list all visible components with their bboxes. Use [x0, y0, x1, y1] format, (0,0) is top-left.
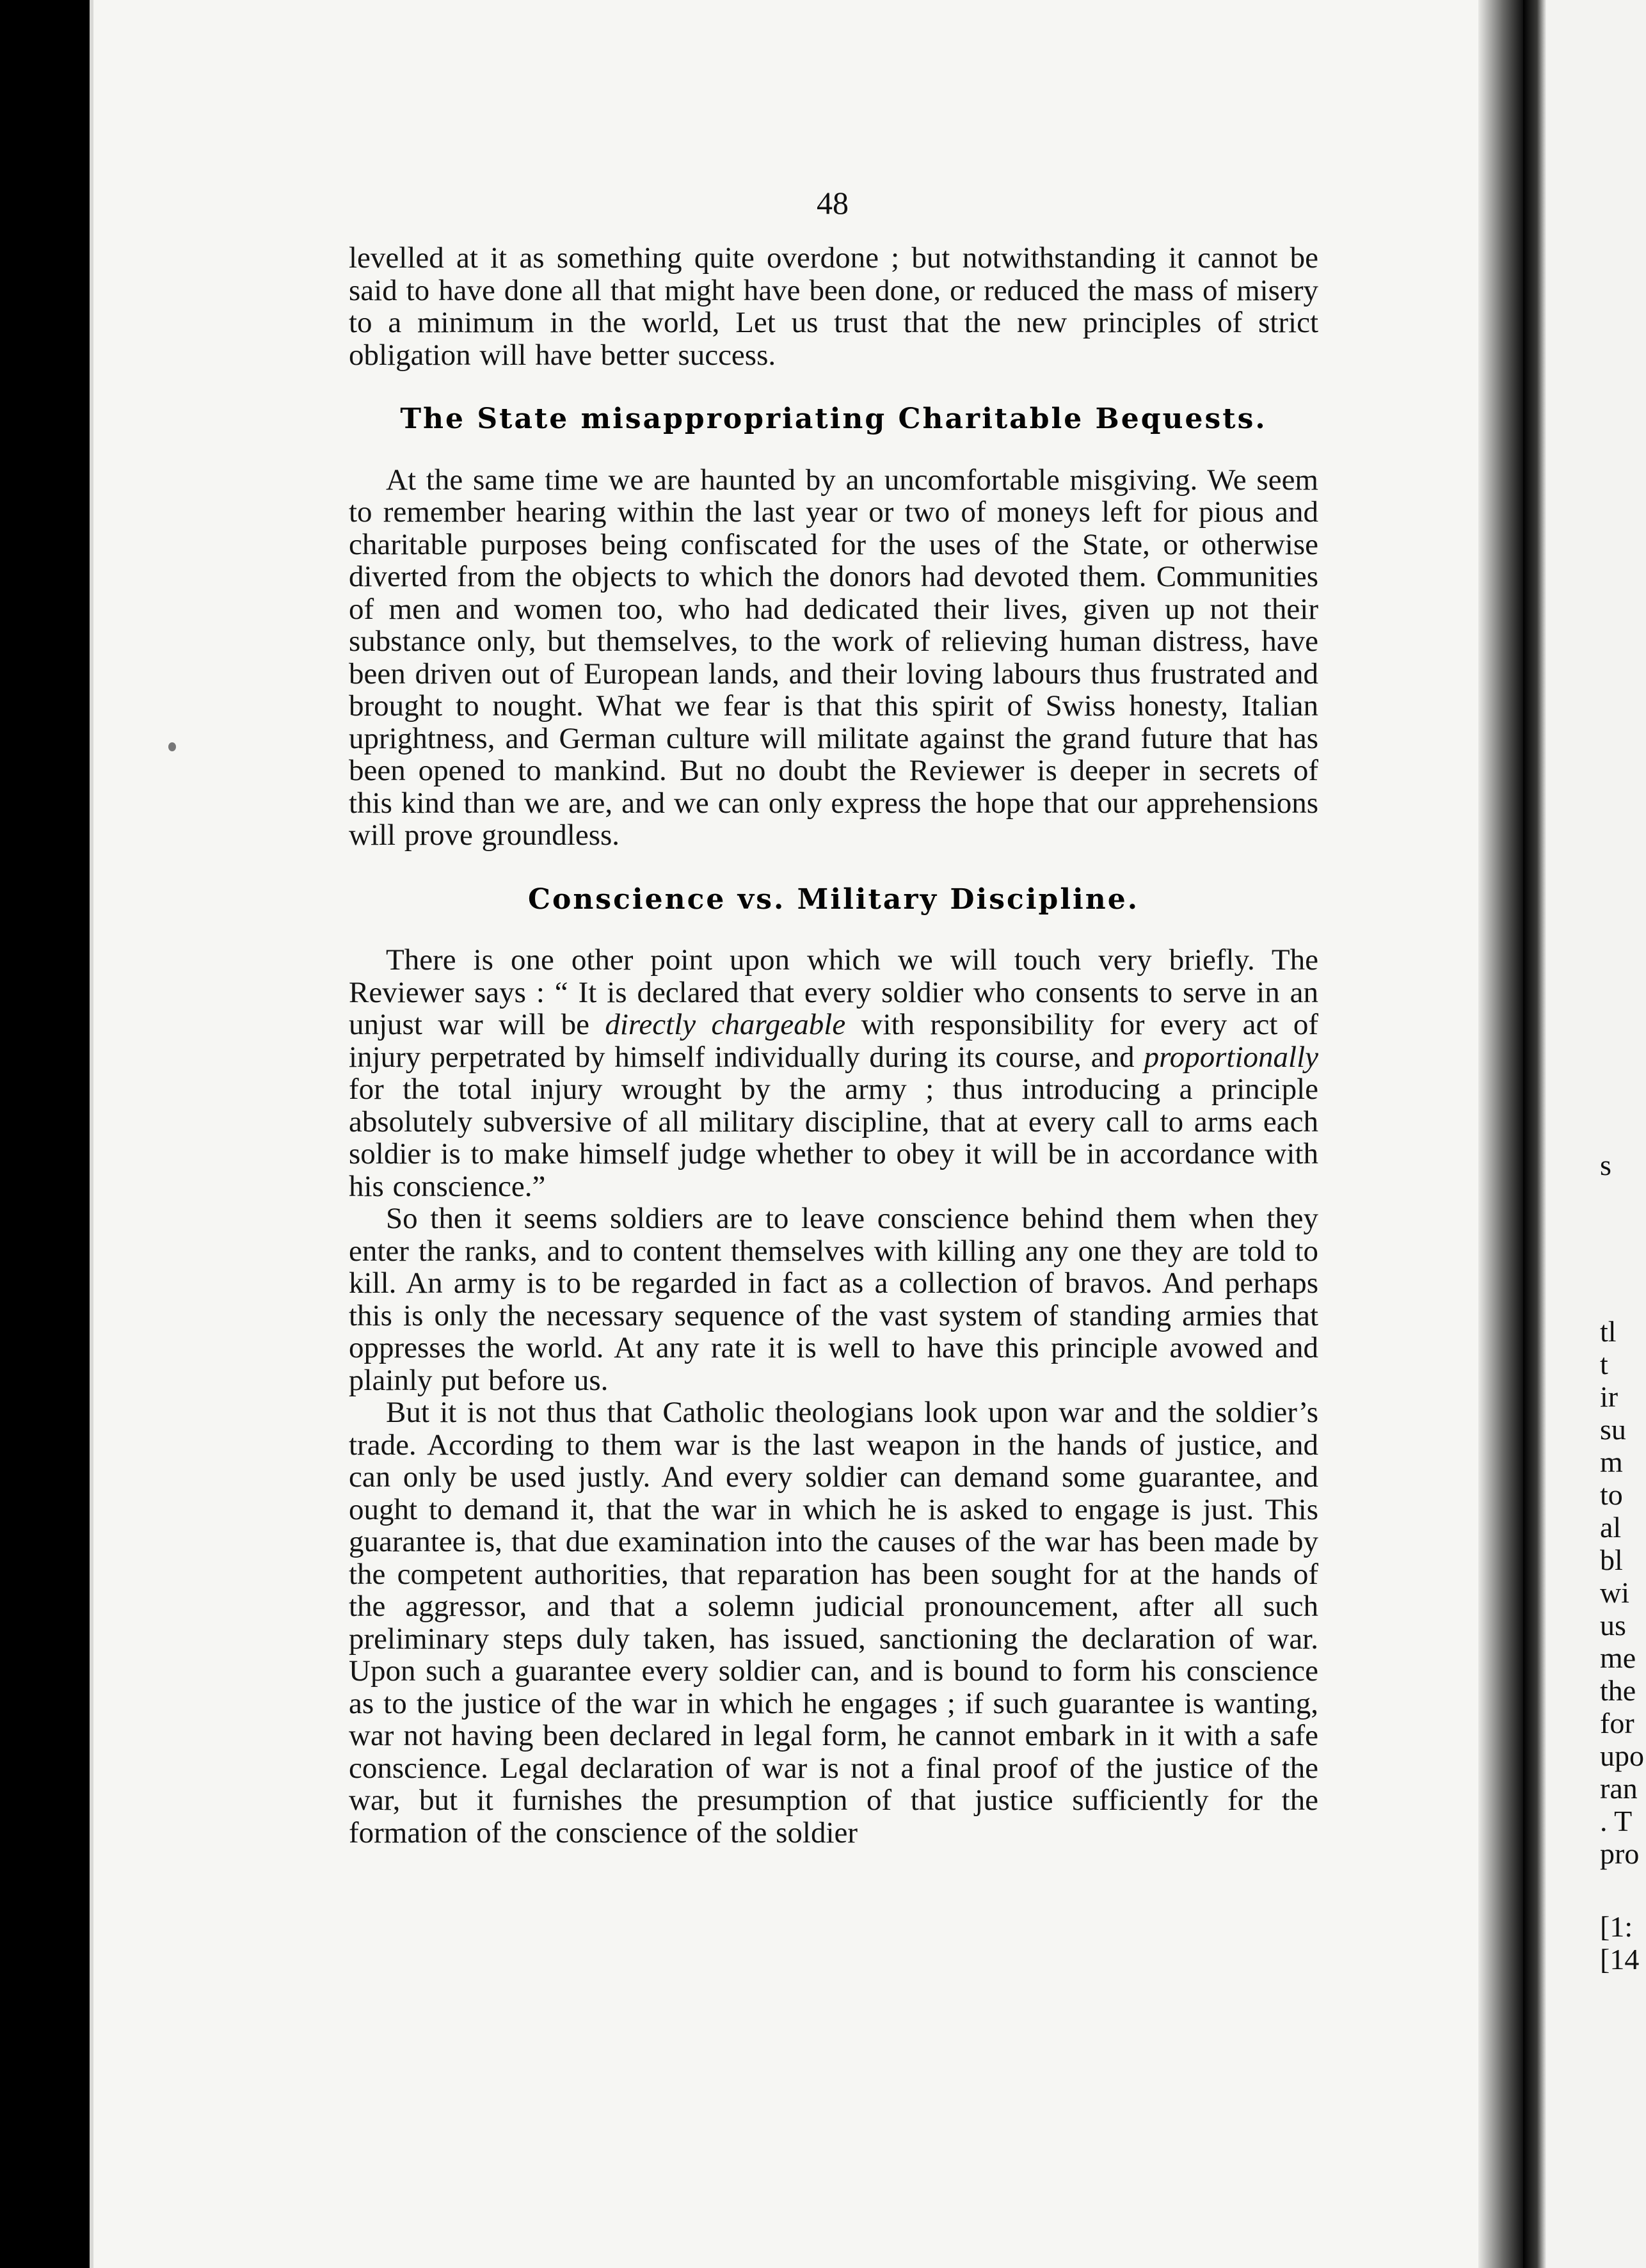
facing-page-fragment: bl: [1600, 1544, 1623, 1576]
page-body: [349, 242, 1318, 1849]
paragraph-reviewer-quote: [349, 944, 1318, 1202]
facing-page-fragment: m: [1600, 1446, 1623, 1478]
facing-page-fragment: for: [1600, 1707, 1634, 1739]
facing-page-fragment: pro: [1600, 1837, 1640, 1870]
paragraph-soldiers-conscience: So then it seems soldiers are to leave conscience behind them when they enter the ranks, and to content themselves with killing any one they are told to kill. An army is to be regarded in fact as a collection of bravos. And perhaps this is only the necessary sequence of the vast system of standing armies that oppresses the world. At any rate it is well to have this principle avowed and plainly put before us.: [349, 1202, 1318, 1397]
book-gutter: [1478, 0, 1523, 2268]
facing-page-fragment: al: [1600, 1511, 1622, 1544]
page-number: 48: [817, 185, 849, 221]
facing-page-fragment: t: [1600, 1348, 1608, 1380]
section-heading-conscience: Conscience vs. Military Discipline.: [527, 882, 1140, 916]
quote-text-part-3: for the total injury wrought by the army ; thus introducing a principle absolutely subversive of all military discipline, that at every call to arms each soldier is to make himself judge whether to obey it will be in accordance with his conscience.”: [349, 1073, 1318, 1203]
facing-page-binding: [1523, 0, 1546, 2268]
quote-text-part-2: with responsibility for every act of injury perpetrated by himself individually during its course, and: [349, 1008, 1318, 1074]
facing-page-fragment: upo: [1600, 1739, 1644, 1772]
facing-page-fragment: me: [1600, 1641, 1636, 1674]
facing-page-fragment: [14: [1600, 1943, 1640, 1976]
facing-page-fragment: s: [1600, 1149, 1611, 1181]
facing-page-fragment: ran: [1600, 1772, 1638, 1805]
quote-text-part-1: There is one other point upon which we will touch very briefly. The Reviewer says : “ It is declared that every soldier who consents to serve in an unjust war will be: [349, 943, 1318, 1041]
facing-page-fragment: [1:: [1600, 1910, 1633, 1943]
paragraph-continuation: levelled at it as something quite overdone ; but notwithstanding it cannot be said to have done all that might have been done, or reduced the mass of misery to a minimum in the world, Let us trust that the new principles of strict obligation will have better success.: [349, 241, 1318, 372]
facing-page-fragment: . T: [1600, 1805, 1633, 1837]
facing-page-fragment: us: [1600, 1609, 1626, 1641]
facing-page-fragment: wi: [1600, 1576, 1629, 1609]
quote-emphasis-directly-chargeable: directly chargeable: [605, 1008, 846, 1041]
scan-border: [0, 0, 90, 2268]
facing-page-fragment: tl: [1600, 1315, 1617, 1348]
paragraph-charitable-bequests: At the same time we are haunted by an uncomfortable misgiving. We seem to remember hearing within the last year or two of moneys left for pious and charitable purposes being confiscated for the uses of the State, or otherwise diverted from the objects to which the donors had devoted them. Communities of men and women too, who had dedicated their lives, given up not their substance only, but themselves, to the work of relieving human distress, have been driven out of European lands, and their loving labours thus frustrated and brought to nought. What we fear is that this spirit of Swiss honesty, Italian uprightness, and German culture will militate against the grand future that has been opened to mankind. But no doubt the Reviewer is deeper in secrets of this kind than we are, and we can only express the hope that our apprehensions will prove groundless.: [349, 463, 1318, 852]
facing-page-fragment: su: [1600, 1413, 1626, 1446]
facing-page-fragment: the: [1600, 1674, 1636, 1707]
facing-page-edge: [1523, 0, 1646, 2268]
quote-emphasis-proportionally: proportionally: [1144, 1040, 1318, 1074]
facing-page-fragment: to: [1600, 1478, 1623, 1511]
paragraph-catholic-theologians: But it is not thus that Catholic theologians look upon war and the soldier’s trade. According to them war is the last weapon in the hands of justice, and can only be used justly. And every soldier can demand some guarantee, and ought to demand it, that the war in which he is asked to engage is just. This guarantee is, that due examination into the causes of the war has been made by the competent authorities, that reparation has been sought for at the hands of the aggressor, and that a solemn judicial pronouncement, after all such preliminary steps duly taken, has issued, sanctioning the declaration of war. Upon such a guarantee every soldier can, and is bound to form his conscience as to the justice of the war in which he engages ; if such guarantee is wanting, war not having been declared in legal form, he cannot embark in it with a safe conscience. Legal declaration of war is not a final proof of the justice of the war, but it furnishes the presumption of that justice sufficiently for the formation of the conscience of the soldier: [349, 1396, 1318, 1849]
facing-page-fragment: ir: [1600, 1380, 1618, 1413]
margin-mark: [168, 742, 176, 751]
section-heading-charitable-bequests: The State misappropriating Charitable Bequests.: [400, 403, 1267, 435]
